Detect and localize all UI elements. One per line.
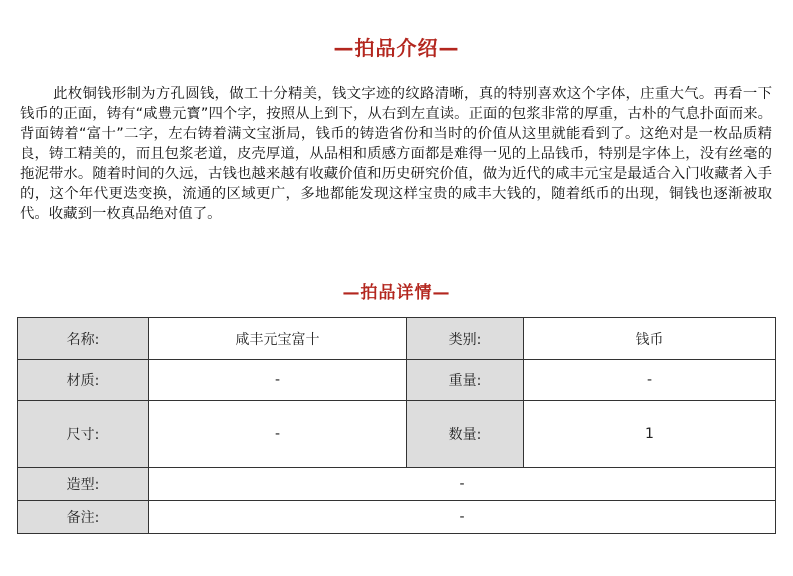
category-value: 钱币 [524,318,776,360]
material-label: 材质: [18,360,149,401]
table-row [18,360,776,401]
quantity-label: 数量: [407,401,524,468]
shape-label: 造型: [18,468,149,501]
size-value: - [149,401,407,468]
details-section-title: —拍品详情— [342,283,451,303]
intro-paragraph: 此枚铜钱形制为方孔圆钱，做工十分精美，钱文字迹的纹路清晰，真的特别喜欢这个字体，庄重大气。再看一下钱币的正面，铸有“咸豊元寳”四个字，按照从上到下，从右到左直读。正面的包浆非常的厚重，古朴的气息扑面而来。背面铸着“富十”二字，左右铸着满文宝浙局，钱币的铸造省份和当时的价值从这里就能看到了。这绝对是一枚品质精良，铸工精美的，而且包浆老道，皮壳厚道，从品相和质感方面都是难得一见的上品钱币，特别是字体上，没有丝毫的拖泥带水。随着时间的久远，古钱也越来越有收藏价值和历史研究价值，做为近代的咸丰元宝是最适合入门收藏者入手的，这个年代更迭变换，流通的区域更广，多地都能发现这样宝贵的咸丰大钱的，随着纸币的出现，铜钱也逐渐被取代。收藏到一枚真品绝对值了。 [20,86,772,222]
name-value: 咸丰元宝富十 [149,318,407,360]
intro-section-title: —拍品介绍— [333,36,460,60]
weight-value: - [524,360,776,401]
name-label: 名称: [18,318,149,360]
table-row [18,501,776,534]
table-row [18,468,776,501]
shape-value: - [149,468,776,501]
table-row [18,318,776,360]
material-value: - [149,360,407,401]
details-table [17,317,776,534]
remarks-value: - [149,501,776,534]
size-label: 尺寸: [18,401,149,468]
quantity-value: 1 [524,401,776,468]
category-label: 类别: [407,318,524,360]
weight-label: 重量: [407,360,524,401]
table-row [18,401,776,468]
remarks-label: 备注: [18,501,149,534]
